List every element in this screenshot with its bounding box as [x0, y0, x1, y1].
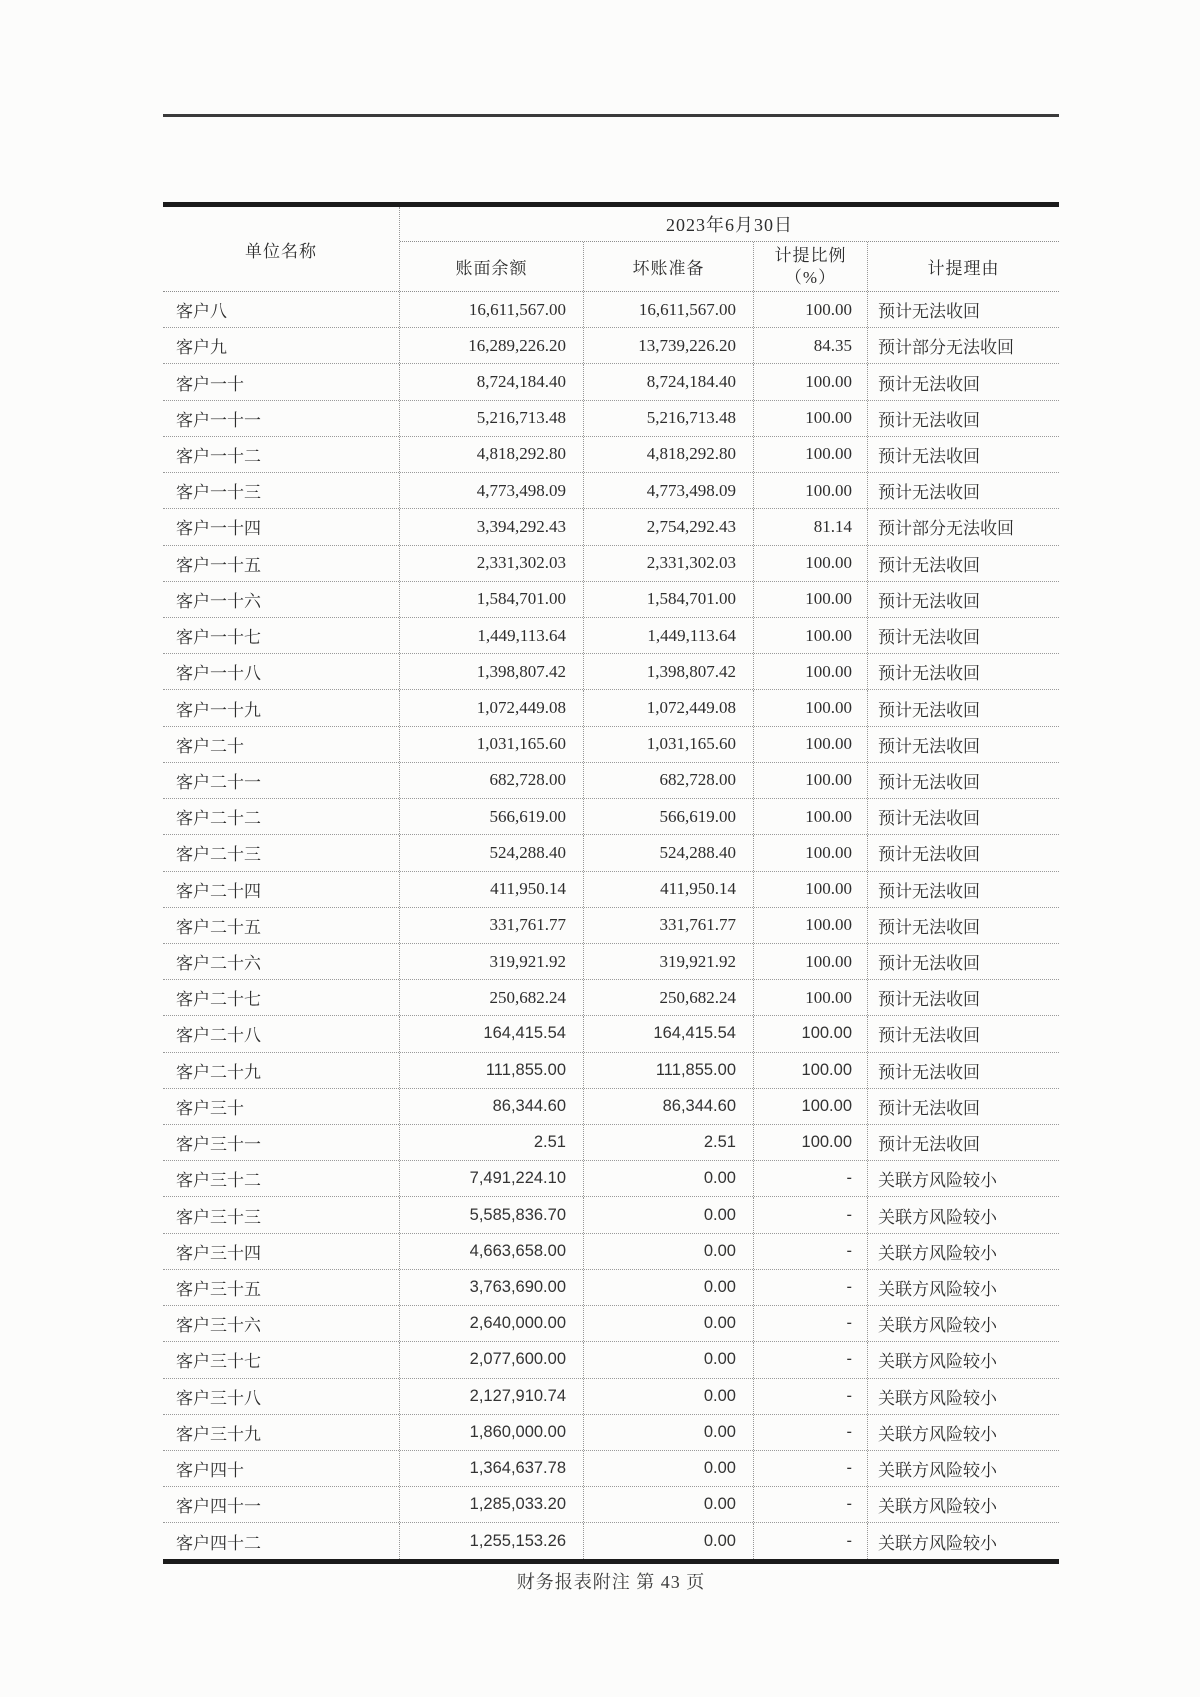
- page-header-rule: [163, 114, 1059, 117]
- cell-book-balance: 1,860,000.00: [400, 1415, 584, 1450]
- cell-book-balance: 1,072,449.08: [400, 690, 584, 725]
- cell-bad-debt-provision: 0.00: [584, 1487, 754, 1522]
- bad-debt-provision-table: [163, 202, 1059, 1564]
- cell-unit-name: 客户三十五: [163, 1270, 400, 1305]
- cell-unit-name: 客户四十: [163, 1451, 400, 1486]
- cell-book-balance: 682,728.00: [400, 763, 584, 798]
- cell-book-balance: 16,289,226.20: [400, 328, 584, 363]
- table-row: [163, 473, 1059, 509]
- table-row: [163, 1125, 1059, 1161]
- cell-unit-name: 客户八: [163, 292, 400, 327]
- table-row: [163, 654, 1059, 690]
- cell-provision-ratio: 100.00: [754, 546, 868, 581]
- cell-bad-debt-provision: 682,728.00: [584, 763, 754, 798]
- cell-provision-reason: 预计无法收回: [878, 917, 980, 937]
- table-row: [163, 1342, 1059, 1378]
- cell-book-balance: 524,288.40: [400, 835, 584, 870]
- cell-unit-name: 客户二十九: [163, 1053, 400, 1088]
- cell-provision-ratio: -: [754, 1379, 868, 1414]
- cell-provision-ratio: -: [754, 1161, 868, 1196]
- table-row: [163, 618, 1059, 654]
- cell-bad-debt-provision: 566,619.00: [584, 799, 754, 834]
- cell-provision-ratio: 100.00: [754, 437, 868, 472]
- cell-unit-name: 客户一十: [163, 364, 400, 399]
- cell-provision-ratio: -: [754, 1234, 868, 1269]
- cell-provision-ratio: 100.00: [754, 473, 868, 508]
- cell-provision-reason: 关联方风险较小: [878, 1424, 997, 1444]
- cell-bad-debt-provision: 524,288.40: [584, 835, 754, 870]
- cell-provision-reason: 预计无法收回: [878, 1026, 980, 1046]
- cell-provision-reason: 预计无法收回: [878, 446, 980, 466]
- cell-unit-name: 客户三十四: [163, 1234, 400, 1269]
- cell-book-balance: 164,415.54: [400, 1016, 584, 1051]
- cell-book-balance: 566,619.00: [400, 799, 584, 834]
- cell-bad-debt-provision: 0.00: [584, 1379, 754, 1414]
- table-row: [163, 1053, 1059, 1089]
- cell-provision-ratio: -: [754, 1197, 868, 1232]
- cell-bad-debt-provision: 0.00: [584, 1234, 754, 1269]
- cell-bad-debt-provision: 4,818,292.80: [584, 437, 754, 472]
- cell-bad-debt-provision: 0.00: [584, 1523, 754, 1558]
- cell-provision-ratio: 100.00: [754, 1089, 868, 1124]
- cell-unit-name: 客户三十八: [163, 1379, 400, 1414]
- cell-bad-debt-provision: 0.00: [584, 1451, 754, 1486]
- cell-book-balance: 4,663,658.00: [400, 1234, 584, 1269]
- provision-ratio-line1: 计提比例: [774, 246, 847, 266]
- cell-provision-ratio: -: [754, 1270, 868, 1305]
- cell-unit-name: 客户二十五: [163, 908, 400, 943]
- table-row: [163, 1451, 1059, 1487]
- column-header-bad-debt-provision: [584, 242, 754, 291]
- table-row: [163, 328, 1059, 364]
- cell-book-balance: 8,724,184.40: [400, 364, 584, 399]
- cell-bad-debt-provision: 2,754,292.43: [584, 509, 754, 544]
- cell-book-balance: 4,773,498.09: [400, 473, 584, 508]
- table-body: [163, 292, 1059, 1559]
- cell-bad-debt-provision: 8,724,184.40: [584, 364, 754, 399]
- cell-provision-reason: 关联方风险较小: [878, 1388, 997, 1408]
- cell-bad-debt-provision: 0.00: [584, 1161, 754, 1196]
- cell-provision-reason: 关联方风险较小: [878, 1497, 997, 1517]
- cell-unit-name: 客户九: [163, 328, 400, 363]
- cell-unit-name: 客户一十八: [163, 654, 400, 689]
- cell-book-balance: 2,127,910.74: [400, 1379, 584, 1414]
- cell-provision-reason: 预计无法收回: [878, 374, 980, 394]
- cell-provision-ratio: 100.00: [754, 401, 868, 436]
- cell-unit-name: 客户三十: [163, 1089, 400, 1124]
- cell-provision-ratio: 100.00: [754, 980, 868, 1015]
- cell-provision-ratio: -: [754, 1342, 868, 1377]
- table-row: [163, 292, 1059, 328]
- table-header: [163, 207, 1059, 292]
- table-row: [163, 1379, 1059, 1415]
- table-row: [163, 1089, 1059, 1125]
- cell-provision-reason: 关联方风险较小: [878, 1316, 997, 1336]
- table-row: [163, 582, 1059, 618]
- cell-book-balance: 16,611,567.00: [400, 292, 584, 327]
- table-row: [163, 1523, 1059, 1558]
- cell-provision-reason: 关联方风险较小: [878, 1171, 997, 1191]
- cell-book-balance: 1,398,807.42: [400, 654, 584, 689]
- cell-book-balance: 2,077,600.00: [400, 1342, 584, 1377]
- cell-unit-name: 客户三十六: [163, 1306, 400, 1341]
- cell-book-balance: 250,682.24: [400, 980, 584, 1015]
- cell-book-balance: 1,031,165.60: [400, 727, 584, 762]
- cell-unit-name: 客户三十二: [163, 1161, 400, 1196]
- cell-unit-name: 客户四十二: [163, 1523, 400, 1558]
- cell-provision-ratio: 100.00: [754, 1053, 868, 1088]
- cell-provision-ratio: 84.35: [754, 328, 868, 363]
- cell-provision-reason: 预计无法收回: [878, 628, 980, 648]
- cell-unit-name: 客户二十四: [163, 872, 400, 907]
- table-row: [163, 1487, 1059, 1523]
- cell-unit-name: 客户二十八: [163, 1016, 400, 1051]
- cell-provision-reason: 预计无法收回: [878, 1098, 980, 1118]
- cell-provision-ratio: 100.00: [754, 727, 868, 762]
- cell-bad-debt-provision: 0.00: [584, 1270, 754, 1305]
- cell-unit-name: 客户一十二: [163, 437, 400, 472]
- cell-book-balance: 3,394,292.43: [400, 509, 584, 544]
- table-row: [163, 364, 1059, 400]
- cell-unit-name: 客户一十四: [163, 509, 400, 544]
- cell-book-balance: 5,216,713.48: [400, 401, 584, 436]
- cell-unit-name: 客户一十三: [163, 473, 400, 508]
- cell-provision-ratio: 81.14: [754, 509, 868, 544]
- cell-provision-reason: 关联方风险较小: [878, 1533, 997, 1553]
- cell-bad-debt-provision: 0.00: [584, 1415, 754, 1450]
- cell-bad-debt-provision: 250,682.24: [584, 980, 754, 1015]
- cell-provision-reason: 预计无法收回: [878, 591, 980, 611]
- cell-provision-reason: 预计部分无法收回: [878, 519, 1014, 539]
- cell-provision-ratio: 100.00: [754, 364, 868, 399]
- cell-provision-ratio: 100.00: [754, 872, 868, 907]
- cell-unit-name: 客户一十九: [163, 690, 400, 725]
- cell-bad-debt-provision: 331,761.77: [584, 908, 754, 943]
- table-row: [163, 799, 1059, 835]
- cell-unit-name: 客户三十一: [163, 1125, 400, 1160]
- provision-ratio-line2: （%）: [784, 267, 837, 287]
- cell-book-balance: 1,584,701.00: [400, 582, 584, 617]
- cell-unit-name: 客户二十一: [163, 763, 400, 798]
- cell-bad-debt-provision: 86,344.60: [584, 1089, 754, 1124]
- cell-bad-debt-provision: 1,584,701.00: [584, 582, 754, 617]
- cell-unit-name: 客户三十七: [163, 1342, 400, 1377]
- cell-book-balance: 1,285,033.20: [400, 1487, 584, 1522]
- cell-book-balance: 7,491,224.10: [400, 1161, 584, 1196]
- cell-bad-debt-provision: 1,031,165.60: [584, 727, 754, 762]
- cell-unit-name: 客户二十二: [163, 799, 400, 834]
- cell-book-balance: 1,255,153.26: [400, 1523, 584, 1558]
- cell-bad-debt-provision: 2,331,302.03: [584, 546, 754, 581]
- table-row: [163, 1415, 1059, 1451]
- cell-provision-reason: 关联方风险较小: [878, 1243, 997, 1263]
- column-header-label: 坏账准备: [632, 259, 705, 278]
- cell-provision-ratio: -: [754, 1487, 868, 1522]
- cell-unit-name: 客户一十五: [163, 546, 400, 581]
- cell-bad-debt-provision: 0.00: [584, 1342, 754, 1377]
- cell-provision-ratio: -: [754, 1523, 868, 1558]
- cell-provision-reason: 预计无法收回: [878, 845, 980, 865]
- cell-provision-ratio: -: [754, 1306, 868, 1341]
- cell-unit-name: 客户一十六: [163, 582, 400, 617]
- table-row: [163, 690, 1059, 726]
- page-footer: [163, 1568, 1059, 1594]
- table-row: [163, 546, 1059, 582]
- cell-provision-reason: 关联方风险较小: [878, 1461, 997, 1481]
- table-row: [163, 944, 1059, 980]
- cell-book-balance: 1,449,113.64: [400, 618, 584, 653]
- table-row: [163, 1306, 1059, 1342]
- cell-bad-debt-provision: 319,921.92: [584, 944, 754, 979]
- table-row: [163, 1234, 1059, 1270]
- column-header-label: [775, 245, 847, 288]
- cell-unit-name: 客户二十三: [163, 835, 400, 870]
- cell-bad-debt-provision: 0.00: [584, 1197, 754, 1232]
- cell-unit-name: 客户二十六: [163, 944, 400, 979]
- cell-provision-ratio: 100.00: [754, 763, 868, 798]
- cell-unit-name: 客户一十七: [163, 618, 400, 653]
- table-row: [163, 835, 1059, 871]
- cell-bad-debt-provision: 16,611,567.00: [584, 292, 754, 327]
- cell-book-balance: 4,818,292.80: [400, 437, 584, 472]
- cell-provision-reason: 预计无法收回: [878, 954, 980, 974]
- table-row: [163, 1161, 1059, 1197]
- cell-provision-reason: 预计无法收回: [878, 809, 980, 829]
- cell-unit-name: 客户三十三: [163, 1197, 400, 1232]
- cell-provision-reason: 预计无法收回: [878, 410, 980, 430]
- cell-book-balance: 411,950.14: [400, 872, 584, 907]
- cell-provision-ratio: 100.00: [754, 944, 868, 979]
- table-row: [163, 763, 1059, 799]
- table-row: [163, 727, 1059, 763]
- column-header-unit-name: [163, 207, 400, 291]
- cell-bad-debt-provision: 111,855.00: [584, 1053, 754, 1088]
- cell-bad-debt-provision: 4,773,498.09: [584, 473, 754, 508]
- cell-unit-name: 客户二十: [163, 727, 400, 762]
- column-header-date: [400, 207, 1059, 242]
- cell-bad-debt-provision: 164,415.54: [584, 1016, 754, 1051]
- cell-unit-name: 客户四十一: [163, 1487, 400, 1522]
- cell-bad-debt-provision: 411,950.14: [584, 872, 754, 907]
- table-row: [163, 509, 1059, 545]
- cell-book-balance: 2.51: [400, 1125, 584, 1160]
- cell-bad-debt-provision: 1,072,449.08: [584, 690, 754, 725]
- date-header-label: 2023年6月30日: [666, 215, 793, 235]
- cell-provision-ratio: 100.00: [754, 582, 868, 617]
- cell-book-balance: 86,344.60: [400, 1089, 584, 1124]
- cell-book-balance: 2,331,302.03: [400, 546, 584, 581]
- table-row: [163, 980, 1059, 1016]
- cell-provision-ratio: 100.00: [754, 618, 868, 653]
- cell-provision-ratio: 100.00: [754, 835, 868, 870]
- cell-book-balance: 331,761.77: [400, 908, 584, 943]
- cell-provision-reason: 关联方风险较小: [878, 1280, 997, 1300]
- cell-provision-ratio: 100.00: [754, 799, 868, 834]
- cell-bad-debt-provision: 5,216,713.48: [584, 401, 754, 436]
- cell-book-balance: 2,640,000.00: [400, 1306, 584, 1341]
- cell-unit-name: 客户二十七: [163, 980, 400, 1015]
- column-header-book-balance: [400, 242, 584, 291]
- table-row: [163, 401, 1059, 437]
- cell-provision-reason: 预计无法收回: [878, 881, 980, 901]
- cell-provision-reason: 预计无法收回: [878, 483, 980, 503]
- column-header-label: 账面余额: [455, 259, 528, 278]
- cell-provision-ratio: 100.00: [754, 690, 868, 725]
- cell-bad-debt-provision: 1,449,113.64: [584, 618, 754, 653]
- cell-provision-ratio: 100.00: [754, 292, 868, 327]
- cell-book-balance: 111,855.00: [400, 1053, 584, 1088]
- cell-provision-reason: 预计无法收回: [878, 555, 980, 575]
- cell-provision-reason: 预计无法收回: [878, 1135, 980, 1155]
- cell-provision-ratio: 100.00: [754, 654, 868, 689]
- table-row: [163, 908, 1059, 944]
- cell-bad-debt-provision: 2.51: [584, 1125, 754, 1160]
- cell-book-balance: 3,763,690.00: [400, 1270, 584, 1305]
- table-row: [163, 1270, 1059, 1306]
- cell-provision-ratio: 100.00: [754, 908, 868, 943]
- cell-provision-reason: 预计无法收回: [878, 302, 980, 322]
- column-header-provision-reason: [868, 242, 1059, 291]
- cell-provision-reason: 预计无法收回: [878, 990, 980, 1010]
- cell-unit-name: 客户一十一: [163, 401, 400, 436]
- column-header-label: 单位名称: [245, 241, 317, 261]
- cell-unit-name: 客户三十九: [163, 1415, 400, 1450]
- cell-provision-reason: 预计部分无法收回: [878, 338, 1014, 358]
- column-header-label: 计提理由: [927, 259, 1000, 278]
- cell-provision-reason: 关联方风险较小: [878, 1352, 997, 1372]
- cell-provision-ratio: -: [754, 1451, 868, 1486]
- cell-book-balance: 1,364,637.78: [400, 1451, 584, 1486]
- cell-provision-reason: 预计无法收回: [878, 736, 980, 756]
- column-header-provision-ratio: [754, 242, 868, 291]
- cell-bad-debt-provision: 1,398,807.42: [584, 654, 754, 689]
- page-footer-text: 财务报表附注 第 43 页: [516, 1572, 706, 1592]
- cell-provision-reason: 预计无法收回: [878, 664, 980, 684]
- cell-book-balance: 5,585,836.70: [400, 1197, 584, 1232]
- cell-provision-ratio: -: [754, 1415, 868, 1450]
- table-row: [163, 1016, 1059, 1052]
- cell-provision-reason: 预计无法收回: [878, 1062, 980, 1082]
- table-row: [163, 872, 1059, 908]
- cell-provision-reason: 预计无法收回: [878, 700, 980, 720]
- cell-provision-reason: 预计无法收回: [878, 772, 980, 792]
- cell-provision-ratio: 100.00: [754, 1125, 868, 1160]
- table-row: [163, 437, 1059, 473]
- cell-book-balance: 319,921.92: [400, 944, 584, 979]
- cell-provision-ratio: 100.00: [754, 1016, 868, 1051]
- cell-provision-reason: 关联方风险较小: [878, 1207, 997, 1227]
- cell-bad-debt-provision: 0.00: [584, 1306, 754, 1341]
- table-row: [163, 1197, 1059, 1233]
- cell-bad-debt-provision: 13,739,226.20: [584, 328, 754, 363]
